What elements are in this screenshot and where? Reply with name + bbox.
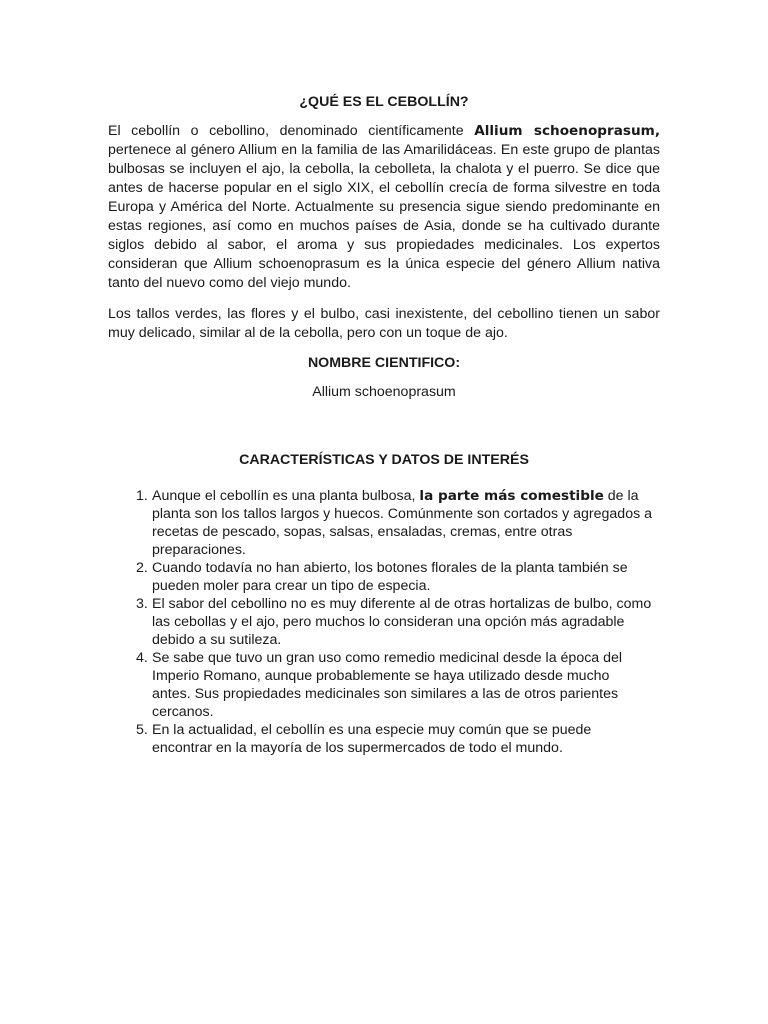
intro-text-start: El cebollín o cebollino, denominado científicamente <box>108 123 475 139</box>
intro-text-rest: pertenece al género Allium en la familia de las Amarilidáceas. En este grupo de plantas bulbosas se incluyen el ajo, la cebolla, la cebolleta, la chalota y el puerro. Se dice que antes de hacerse popular en el siglo XIX, el cebollín crecía de forma silvestre en toda Europa y América del Norte. Actualmente su presencia sigue siendo predominante en estas regiones, así como en muchos países de Asia, donde se ha cultivado durante siglos debido al sabor, el aroma y sus propiedades medicinales. Los expertos consideran que Allium schoenoprasum es la única especie del género Allium nativa tanto del nuevo como del viejo mundo. <box>108 142 660 291</box>
list-item <box>108 487 660 559</box>
list-item-number: 4. <box>136 650 148 666</box>
list-item-number: 2. <box>136 560 148 576</box>
list-item-text: En la actualidad, el cebollín es una especie muy común que se puede encontrar en la mayoría de los supermercados de todo el mundo. <box>152 722 592 756</box>
list-item <box>108 595 660 649</box>
list-item <box>108 649 660 721</box>
scientific-name-value: Allium schoenoprasum <box>312 384 456 400</box>
list-item-text: Se sabe que tuvo un gran uso como remedio medicinal desde la época del Imperio Romano, aunque probablemente se haya utilizado desde mucho antes. Sus propiedades medicinales son similares a las de otros parientes cercanos. <box>152 650 623 720</box>
list-item-bold: la parte más comestible <box>419 488 604 504</box>
characteristics-heading: CARACTERÍSTICAS Y DATOS DE INTERÉS <box>239 452 529 468</box>
list-item-number: 3. <box>136 596 148 612</box>
list-item-text: El sabor del cebollino no es muy diferente al de otras hortalizas de bulbo, como las cebollas y el ajo, pero muchos lo consideran una opción más agradable debido a su sutileza. <box>152 596 652 648</box>
intro-paragraph <box>108 122 660 293</box>
scientific-name-heading: NOMBRE CIENTIFICO: <box>307 355 461 371</box>
list-item <box>108 559 660 595</box>
characteristics-list <box>108 487 660 757</box>
list-item-number: 5. <box>136 722 148 738</box>
description-paragraph: Los tallos verdes, las flores y el bulbo, casi inexistente, del cebollino tienen un sabor muy delicado, similar al de la cebolla, pero con un toque de ajo. <box>108 306 660 341</box>
list-item-number: 1. <box>136 488 148 504</box>
scientific-name-bold: Allium schoenoprasum, <box>474 123 660 139</box>
list-item-text-start: Aunque el cebollín es una planta bulbosa, <box>152 488 420 504</box>
list-item <box>108 721 660 757</box>
page-title: ¿QUÉ ES EL CEBOLLÍN? <box>299 94 469 110</box>
list-item-text: Cuando todavía no han abierto, los botones florales de la planta también se pueden moler para crear un tipo de especia. <box>152 560 628 594</box>
list-item-text <box>152 487 652 559</box>
list-item-text-rest: de la planta son los tallos largos y huecos. Comúnmente son cortados y agregados a recetas de pescado, sopas, salsas, ensaladas, cremas, entre otras preparaciones. <box>152 488 653 558</box>
